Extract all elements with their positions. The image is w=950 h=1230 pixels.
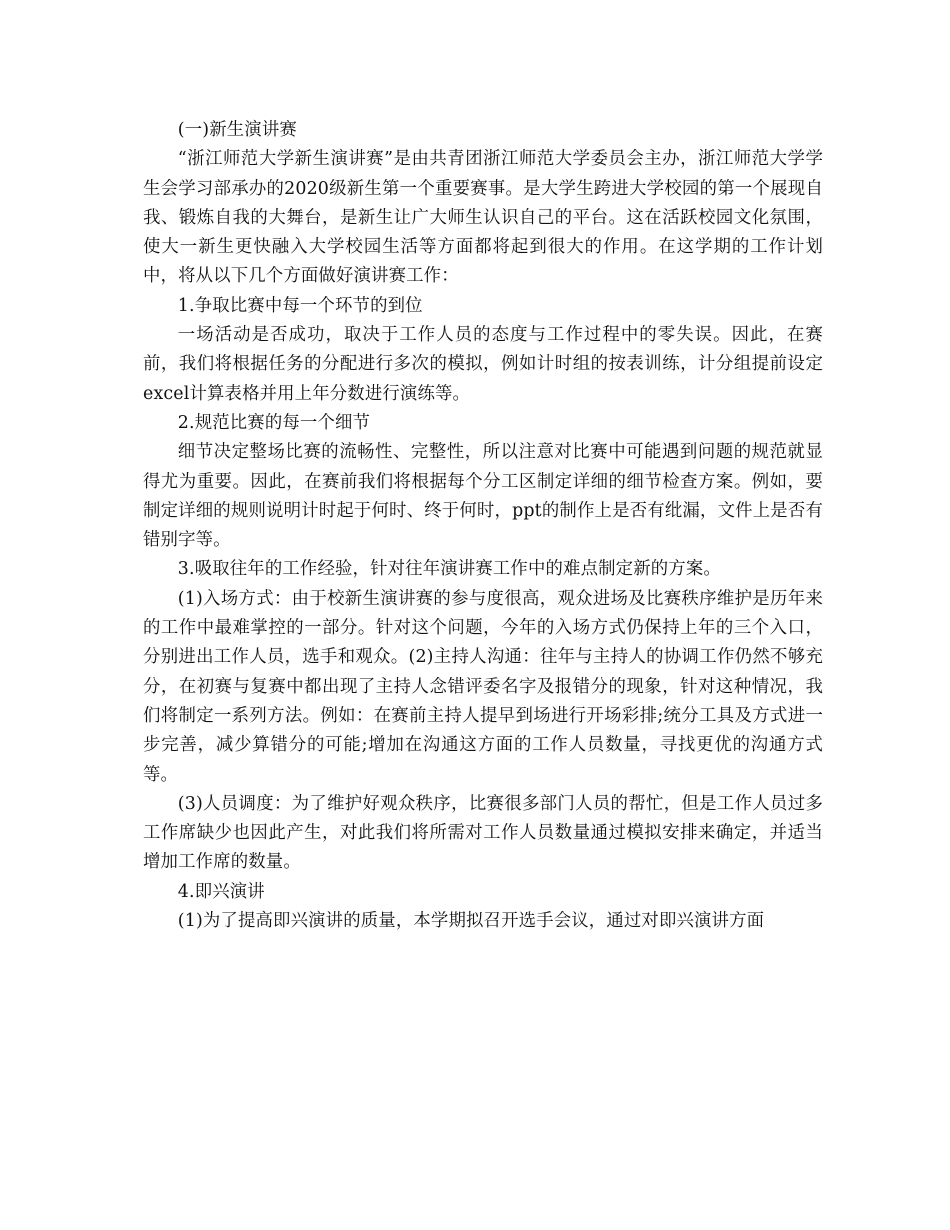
subheading-4: 4.即兴演讲 — [177, 881, 265, 902]
subheading-3: 3.吸取往年的工作经验，针对往年演讲赛工作中的难点制定新的方案。 — [177, 559, 721, 580]
paragraph-4: (1)为了提高即兴演讲的质量，本学期拟召开选手会议，通过对即兴演讲方面 — [177, 911, 765, 932]
paragraph-2: 细节决定整场比赛的流畅性、完整性，所以注意对比赛中可能遇到问题的规范就显得尤为重要。因此，在赛前我们将根据每个分工区制定详细的细节检查方案。例如，要制定详细的规则说明计时起于何时、终于何时，ppt的制作上是否有纰漏，文件上是否有错别字等。 — [143, 442, 823, 551]
paragraph-1: 一场活动是否成功，取决于工作人员的态度与工作过程中的零失误。因此，在赛前，我们将根据任务的分配进行多次的模拟，例如计时组的按表训练，计分组提前设定excel计算表格并用上年分数进行演练等。 — [143, 325, 823, 404]
paragraph-intro: “浙江师范大学新生演讲赛”是由共青团浙江师范大学委员会主办，浙江师范大学学生会学习部承办的2020级新生第一个重要赛事。是大学生跨进大学校园的第一个展现自我、锻炼自我的大舞台，是新生让广大师生认识自己的平台。这在活跃校园文化氛围，使大一新生更快融入大学校园生活等方面都将起到很大的作用。在这学期的工作计划中，将从以下几个方面做好演讲赛工作： — [143, 149, 823, 287]
paragraph-3a: (1)入场方式：由于校新生演讲赛的参与度很高，观众进场及比赛秩序维护是历年来的工作中最难掌控的一部分。针对这个问题，今年的入场方式仍保持上年的三个入口，分别进出工作人员，选手和观众。(2)主持人沟通：往年与主持人的协调工作仍然不够充分，在初赛与复赛中都出现了主持人念错评委名字及报错分的现象，针对这种情况，我们将制定一系列方法。例如：在赛前主持人提早到场进行开场彩排;统分工具及方式进一步完善，减少算错分的可能;增加在沟通这方面的工作人员数量，寻找更优的沟通方式等。 — [143, 588, 823, 785]
subheading-1: 1.争取比赛中每一个环节的到位 — [177, 295, 423, 316]
paragraph-3b: (3)人员调度：为了维护好观众秩序，比赛很多部门人员的帮忙，但是工作人员过多工作席缺少也因此产生，对此我们将所需对工作人员数量通过模拟安排来确定，并适当增加工作席的数量。 — [143, 793, 823, 873]
section-heading: (一)新生演讲赛 — [177, 120, 297, 140]
document-body — [143, 116, 823, 936]
subheading-2: 2.规范比赛的每一个细节 — [177, 412, 371, 433]
